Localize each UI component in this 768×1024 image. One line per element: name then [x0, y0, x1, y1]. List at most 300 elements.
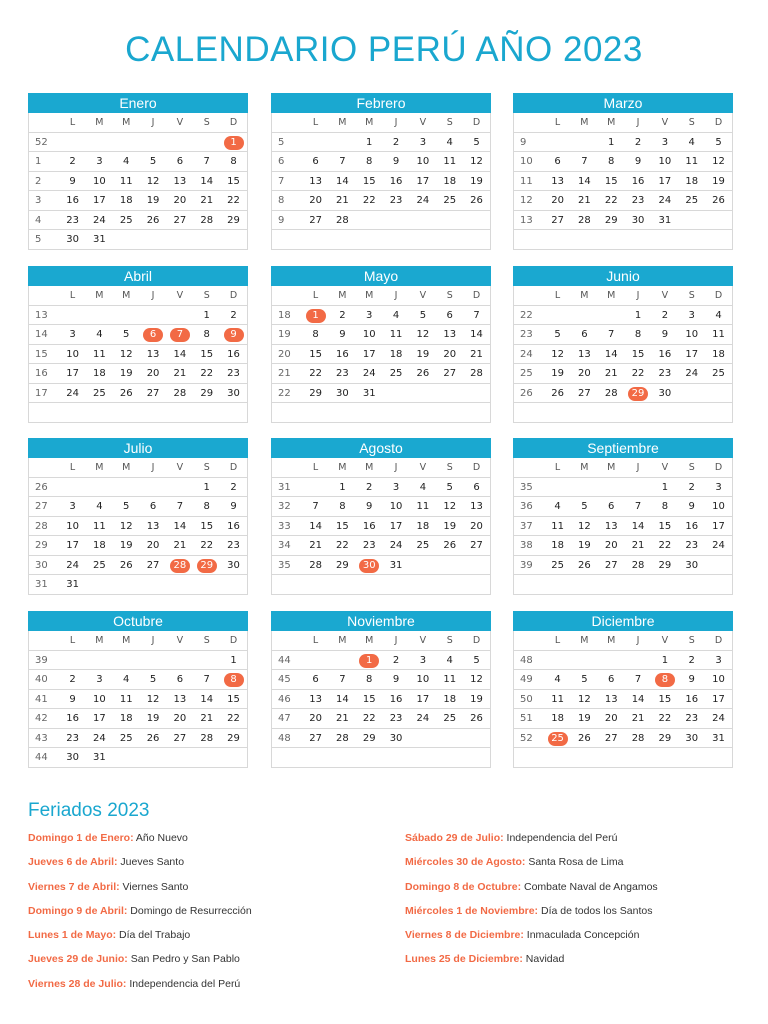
day-cell: 24: [712, 540, 725, 551]
week-number: 36: [520, 501, 533, 512]
month-title: Agosto: [271, 438, 491, 458]
weekday-label: L: [69, 635, 76, 646]
day-cell: 20: [146, 368, 160, 379]
weekday-label: J: [151, 290, 155, 301]
day-cell: 20: [551, 195, 564, 206]
day-cell: 21: [336, 195, 349, 206]
week-row: [29, 384, 247, 404]
day-cell: 22: [309, 368, 322, 379]
weekday-header-row: [514, 286, 732, 306]
holiday-item: [28, 856, 388, 880]
week-number: 52: [35, 136, 48, 148]
week-number: 10: [520, 156, 533, 167]
day-cell: 6: [149, 501, 157, 512]
week-number-header: [29, 286, 59, 305]
day-cell: 12: [443, 501, 457, 512]
week-row: [514, 556, 732, 576]
day-cell: 2: [69, 156, 76, 167]
day-cell: 3: [419, 654, 427, 666]
day-cell: 2: [366, 481, 373, 493]
day-cell: 18: [712, 348, 725, 360]
week-row: [514, 211, 732, 231]
day-cell: 30: [336, 387, 349, 399]
day-cell: 9: [392, 156, 400, 167]
weekday-label: M: [365, 635, 374, 646]
day-cell: 5: [581, 501, 588, 512]
day-cell: 25: [443, 713, 457, 724]
holiday-name: Navidad: [522, 953, 565, 966]
day-cell: [705, 384, 732, 403]
day-cell: 17: [658, 175, 672, 187]
day-cell: [302, 306, 329, 325]
day-cell: 9: [688, 501, 695, 512]
day-cell: 19: [119, 368, 133, 379]
holiday-name: Día de todos los Santos: [538, 904, 653, 917]
day-cell: [220, 325, 247, 344]
weekday-label: M: [580, 462, 589, 473]
month-days-grid: [513, 458, 733, 595]
day-cell: 10: [93, 175, 106, 187]
day-cell: 15: [200, 348, 214, 360]
day-cell: 23: [685, 540, 699, 551]
month-days-grid: [271, 286, 491, 423]
day-cell: [329, 133, 356, 152]
day-cell: 18: [416, 520, 430, 532]
day-cell: 20: [146, 540, 160, 551]
weekday-label: M: [607, 635, 616, 646]
weekday-label: J: [636, 290, 640, 301]
weekday-label: L: [554, 117, 561, 128]
weekday-label: D: [472, 635, 481, 646]
day-cell: 27: [578, 387, 591, 399]
day-cell: 11: [443, 674, 457, 685]
weekday-label: M: [95, 462, 104, 473]
day-cell: 11: [712, 329, 725, 340]
week-row: [272, 345, 490, 365]
week-row: [514, 497, 732, 517]
week-number: 31: [35, 579, 48, 590]
holiday-item: [405, 856, 765, 880]
day-cell: [544, 133, 571, 152]
week-number: 5: [278, 136, 285, 148]
week-row: [29, 478, 247, 498]
month-title: Noviembre: [271, 611, 491, 631]
day-cell: [166, 325, 193, 344]
holiday-date: Miércoles 1 de Noviembre:: [405, 904, 539, 917]
week-number-header: [272, 458, 302, 477]
week-number-header: [514, 286, 544, 305]
day-cell: 11: [119, 175, 133, 187]
day-cell: 15: [604, 175, 618, 187]
weekday-label: J: [636, 635, 640, 646]
weekday-label: S: [446, 290, 453, 301]
day-cell: 13: [604, 693, 618, 705]
day-cell: 11: [443, 156, 457, 167]
week-row: [514, 517, 732, 537]
day-cell: 6: [312, 156, 319, 167]
weekday-label: L: [69, 117, 76, 128]
day-cell: 8: [339, 501, 346, 512]
day-cell: [86, 306, 113, 325]
day-cell: [598, 575, 625, 594]
day-cell: 9: [230, 501, 237, 512]
day-cell: [356, 575, 383, 594]
day-cell: [463, 211, 490, 230]
day-cell: 26: [470, 195, 483, 206]
day-cell: 4: [96, 501, 103, 512]
weekday-label: L: [312, 290, 319, 301]
day-cell: 8: [203, 329, 210, 340]
week-row: [514, 670, 732, 690]
weekday-label: S: [688, 290, 695, 301]
weekday-label: V: [661, 117, 669, 128]
day-cell: 13: [578, 348, 591, 360]
day-cell: 30: [227, 387, 240, 399]
week-number-header: [272, 631, 302, 650]
weekday-label: M: [607, 117, 616, 128]
week-number: 3: [35, 195, 42, 206]
weekday-label: V: [176, 462, 184, 473]
weekday-label: J: [151, 117, 155, 128]
day-cell: 5: [446, 481, 453, 493]
day-cell: [409, 748, 436, 767]
week-row: [514, 172, 732, 192]
day-cell: 26: [470, 713, 483, 724]
day-cell: 31: [712, 732, 725, 744]
day-cell: [598, 651, 625, 670]
day-cell: 30: [389, 732, 403, 744]
week-row: [272, 133, 490, 153]
day-cell: 23: [227, 368, 240, 379]
day-cell: [598, 478, 625, 497]
weekday-label: M: [607, 290, 616, 301]
weekday-label: M: [122, 462, 131, 473]
day-cell: [463, 403, 490, 422]
week-number: 8: [278, 195, 285, 206]
day-cell: 2: [230, 481, 237, 493]
day-cell: [409, 556, 436, 575]
weekday-label: J: [636, 117, 640, 128]
day-cell: [59, 306, 86, 325]
day-cell: 28: [470, 368, 483, 379]
day-cell: 6: [581, 329, 588, 340]
day-cell: 28: [604, 387, 618, 399]
day-cell: 4: [96, 329, 103, 340]
month-title: Febrero: [271, 93, 491, 113]
week-number: 4: [35, 214, 42, 226]
month-mayo: [271, 266, 491, 423]
week-number: 26: [520, 387, 533, 399]
day-cell: 26: [551, 387, 564, 399]
day-cell: [302, 133, 329, 152]
day-cell: 29: [227, 732, 240, 744]
weekday-label: M: [580, 117, 589, 128]
day-cell: 22: [604, 195, 618, 206]
day-cell: [463, 575, 490, 594]
day-cell: [571, 133, 598, 152]
day-cell: 30: [66, 752, 79, 763]
day-cell: 23: [336, 368, 349, 379]
day-cell: 1: [230, 654, 237, 666]
weekday-label: S: [688, 462, 695, 473]
week-row: [514, 536, 732, 556]
week-row: [29, 306, 247, 326]
day-cell: 21: [631, 540, 645, 551]
day-cell: 29: [604, 214, 618, 226]
month-days-grid: [28, 286, 248, 423]
weekday-label: M: [365, 117, 374, 128]
week-row: [514, 729, 732, 749]
day-cell: 12: [119, 520, 133, 532]
weekday-label: D: [714, 462, 723, 473]
day-cell: [678, 384, 705, 403]
day-cell: 7: [203, 156, 210, 167]
day-cell: 14: [173, 520, 187, 532]
week-row: [272, 497, 490, 517]
day-cell: [409, 211, 436, 230]
day-cell: 24: [66, 559, 79, 571]
day-cell: [113, 133, 140, 152]
day-cell: 4: [123, 156, 130, 167]
weekday-label: M: [580, 290, 589, 301]
day-cell: 19: [578, 713, 591, 724]
weekday-label: M: [365, 290, 374, 301]
day-cell: [302, 748, 329, 767]
day-cell: 10: [712, 674, 725, 685]
day-cell: 19: [119, 540, 133, 551]
holiday-date: Domingo 8 de Octubre:: [405, 880, 522, 893]
day-cell: 7: [634, 501, 642, 512]
day-cell: 10: [66, 348, 79, 360]
day-cell: 6: [446, 309, 453, 321]
day-cell: [356, 211, 383, 230]
holiday-day: 25: [548, 732, 568, 746]
day-cell: [193, 230, 220, 249]
day-cell: 25: [119, 214, 133, 226]
day-cell: [166, 651, 193, 670]
day-cell: [678, 211, 705, 230]
day-cell: 14: [336, 693, 349, 705]
week-row: [29, 651, 247, 671]
day-cell: 23: [631, 195, 645, 206]
week-row: [272, 575, 490, 595]
day-cell: 1: [634, 309, 642, 321]
day-cell: 3: [688, 309, 695, 321]
day-cell: [571, 478, 598, 497]
day-cell: 27: [551, 214, 564, 226]
holiday-name: Viernes Santo: [119, 880, 189, 893]
day-cell: 19: [146, 195, 160, 206]
month-junio: [513, 266, 733, 423]
day-cell: 18: [93, 368, 106, 379]
week-row: [29, 152, 247, 172]
holiday-date: Jueves 6 de Abril:: [28, 856, 118, 869]
holiday-date: Lunes 1 de Mayo:: [28, 929, 117, 942]
holiday-name: Jueves Santo: [117, 856, 185, 869]
day-cell: 13: [309, 693, 322, 705]
day-cell: 12: [470, 156, 483, 167]
day-cell: [598, 403, 625, 422]
month-octubre: [28, 611, 248, 768]
day-cell: 24: [416, 195, 430, 206]
day-cell: [651, 403, 678, 422]
day-cell: 22: [227, 713, 240, 724]
day-cell: [383, 211, 410, 230]
weekday-label: L: [312, 117, 319, 128]
day-cell: [678, 575, 705, 594]
weekday-label: D: [714, 290, 723, 301]
week-number: 17: [35, 387, 48, 399]
day-cell: 19: [146, 713, 160, 724]
holiday-date: Lunes 25 de Diciembre:: [405, 953, 523, 966]
week-number: 16: [35, 368, 48, 379]
week-number: 51: [520, 713, 533, 724]
day-cell: 15: [336, 520, 349, 532]
holiday-name: Independencia del Perú: [126, 977, 241, 990]
week-number: 9: [520, 136, 527, 148]
day-cell: [409, 384, 436, 403]
day-cell: 18: [551, 713, 564, 724]
day-cell: [59, 651, 86, 670]
day-cell: 14: [173, 348, 187, 360]
day-cell: [113, 651, 140, 670]
day-cell: 7: [473, 309, 480, 321]
day-cell: [329, 230, 356, 249]
day-cell: [436, 575, 463, 594]
day-cell: [166, 403, 193, 422]
week-row: [272, 651, 490, 671]
day-cell: 23: [685, 713, 699, 724]
month-days-grid: [513, 286, 733, 423]
holiday-date: Domingo 9 de Abril:: [28, 904, 128, 917]
day-cell: 29: [362, 732, 376, 744]
day-cell: 28: [578, 214, 591, 226]
day-cell: 21: [578, 195, 591, 206]
weekday-label: D: [472, 117, 481, 128]
week-number: 19: [278, 329, 291, 340]
day-cell: 14: [200, 175, 214, 187]
day-cell: 22: [362, 195, 376, 206]
week-number: 31: [278, 481, 291, 493]
holiday-day: 1: [359, 654, 379, 668]
week-row: [272, 191, 490, 211]
week-row: [272, 709, 490, 729]
day-cell: 17: [93, 713, 106, 724]
day-cell: [678, 403, 705, 422]
day-cell: 10: [685, 329, 699, 340]
day-cell: [436, 230, 463, 249]
week-number: 11: [520, 175, 533, 187]
day-cell: 3: [715, 654, 722, 666]
day-cell: 27: [443, 368, 457, 379]
day-cell: [705, 556, 732, 575]
week-number: 33: [278, 520, 291, 532]
week-number: 28: [35, 520, 48, 532]
day-cell: 18: [685, 175, 699, 187]
week-row: [272, 670, 490, 690]
day-cell: 21: [604, 368, 618, 379]
day-cell: 3: [69, 329, 76, 340]
day-cell: 13: [470, 501, 483, 512]
day-cell: 25: [416, 540, 430, 551]
weekday-header-row: [514, 113, 732, 133]
weekday-label: V: [419, 117, 427, 128]
day-cell: 14: [336, 175, 349, 187]
day-cell: 22: [200, 540, 214, 551]
week-row: [514, 403, 732, 423]
day-cell: 25: [443, 195, 457, 206]
month-abril: [28, 266, 248, 423]
day-cell: 2: [339, 309, 346, 321]
day-cell: [705, 748, 732, 767]
day-cell: 3: [96, 674, 103, 685]
day-cell: 4: [715, 309, 722, 321]
week-row: [29, 325, 247, 345]
week-row: [29, 230, 247, 250]
holiday-item: [28, 978, 388, 1002]
weekday-label: M: [338, 635, 347, 646]
month-septiembre: [513, 438, 733, 595]
day-cell: 24: [658, 195, 672, 206]
day-cell: [59, 133, 86, 152]
week-number: 48: [278, 732, 291, 744]
week-number: 49: [520, 674, 533, 685]
weekday-header-row: [29, 458, 247, 478]
day-cell: 1: [366, 136, 373, 148]
day-cell: 27: [309, 732, 322, 744]
week-number: [272, 575, 302, 594]
holiday-date: Jueves 29 de Junio:: [28, 953, 128, 966]
day-cell: 19: [578, 540, 591, 551]
day-cell: 31: [66, 579, 79, 590]
day-cell: 8: [230, 156, 237, 167]
week-number: 14: [35, 329, 48, 340]
day-cell: 26: [146, 214, 160, 226]
week-row: [272, 325, 490, 345]
holiday-day: 6: [143, 328, 163, 342]
holiday-item: [405, 905, 765, 929]
day-cell: 29: [336, 559, 349, 571]
day-cell: 24: [712, 713, 725, 724]
day-cell: 5: [123, 329, 130, 340]
holiday-item: [405, 929, 765, 953]
week-number: 48: [520, 654, 533, 666]
month-noviembre: [271, 611, 491, 768]
day-cell: 17: [66, 540, 79, 551]
weekday-label: D: [229, 635, 238, 646]
week-row: [29, 536, 247, 556]
weekday-label: V: [419, 635, 427, 646]
day-cell: 2: [661, 309, 669, 321]
holiday-day: 29: [197, 559, 217, 573]
day-cell: 13: [309, 175, 322, 187]
day-cell: [302, 403, 329, 422]
day-cell: 19: [551, 368, 564, 379]
week-number: 20: [278, 348, 291, 360]
week-row: [272, 403, 490, 423]
weekday-label: M: [338, 117, 347, 128]
month-days-grid: [28, 458, 248, 595]
day-cell: 28: [336, 732, 349, 744]
holiday-item: [405, 953, 765, 977]
week-number: 2: [35, 175, 42, 187]
day-cell: 2: [230, 309, 237, 321]
day-cell: 24: [93, 214, 106, 226]
day-cell: [86, 133, 113, 152]
day-cell: 7: [581, 156, 588, 167]
month-days-grid: [28, 113, 248, 250]
day-cell: [625, 575, 652, 594]
